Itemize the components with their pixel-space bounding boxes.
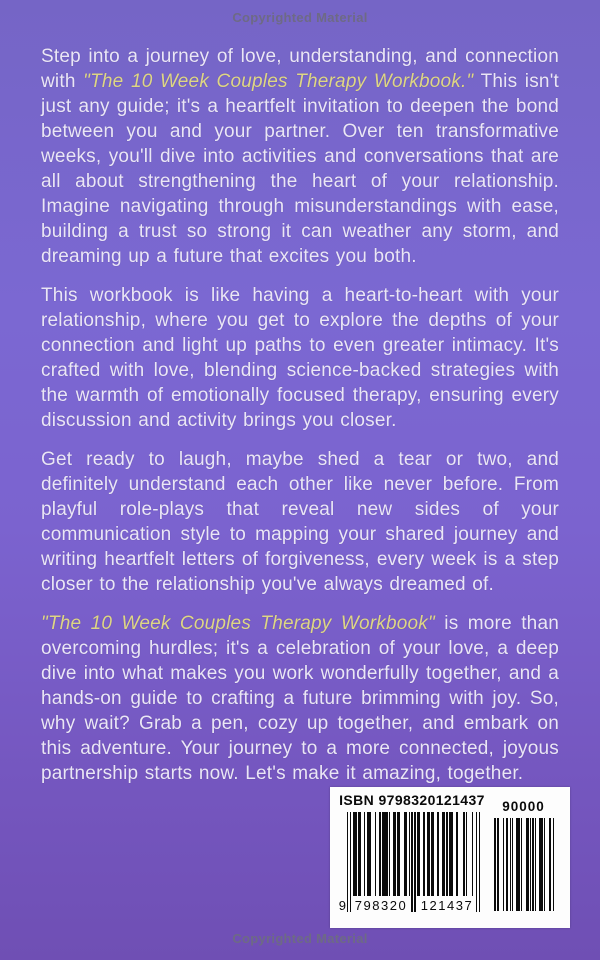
barcode-bar [527,818,528,911]
copyright-watermark-top: Copyrighted Material [232,10,368,25]
barcode-bar [355,812,356,896]
paragraph-text: Step into a journey of love, understanding, and connection with [41,46,559,92]
barcode-bar [463,812,464,896]
barcode-digit-group: 9 [338,898,346,913]
barcode-bar [521,818,522,911]
barcode-bar [406,812,407,896]
ean13-barcode [347,812,480,912]
barcode-bar [438,812,439,896]
barcode-bar [389,812,390,896]
barcode-bar [498,818,499,911]
barcode-bar [456,812,457,896]
book-title-text: "The 10 Week Couples Therapy Workbook" [41,613,435,634]
barcode-bar [360,812,361,896]
barcode-bar [375,812,376,896]
barcode-bar [369,812,370,896]
barcode-bar [409,812,410,896]
barcode-bar [432,812,433,896]
barcode-bar [428,812,429,896]
barcode-bar [350,812,351,912]
paragraph-text: Get ready to laugh, maybe shed a tear or two, and definitely understand each other like never before. From playful role-plays that reveal new sides of your communication style to mapping your shared journey and writing heartfelt letters of forgiveness, every week is a step closer to the relationship you've always dreamed of. [41,449,559,595]
isbn-barcode-panel [330,787,570,928]
barcode-bar [476,812,477,912]
barcode-bar [395,812,396,896]
barcode-bar [444,812,445,896]
barcode-bar [466,812,467,896]
barcode-digit-group: 121437 [420,898,474,913]
barcode-bar [446,812,447,896]
barcode-bar [424,812,425,896]
barcode-bar [553,818,554,911]
barcode-bar [414,812,415,912]
barcode-bar [532,818,533,911]
barcode-bar [364,812,365,896]
description-paragraph [41,283,559,433]
barcode-digit-group: 798320 [354,898,408,913]
barcode-bar [386,812,387,896]
paragraph-text: is more than overcoming hurdles; it's a celebration of your love, a deep dive into what makes you work wonderfully together, and a hands-on guide to crafting a future brimming with joy. So, why wait? Grab a pen, cozy up together, and embark on this adventure. Your journey to a more connected, joyous partnership starts now. Let's make it amazing, together. [41,613,559,784]
paragraph-text: This workbook is like having a heart-to-heart with your relationship, where you get to explore the depths of your connection and light up paths to even greater intimacy. It's crafted with love, blending science-backed strategies with the warmth of emotionally focused therapy, ensuring every discussion and activity brings you closer. [41,285,559,431]
barcode-bar [544,818,545,911]
barcode-bar [494,818,495,911]
description-paragraph [41,611,559,786]
paragraph-text: This isn't just any guide; it's a heartfelt invitation to deepen the bond between you and your partner. Over ten transformative weeks, you'll dive into activities and conversations that are all about strengthening the heart of your relationship. Imagine navigating through misunderstandings with ease, building a trust so strong it can weather any storm, and dreaming up a future that excites you both. [41,71,559,267]
barcode-bar [507,818,508,911]
barcode-bar [479,812,480,912]
book-title-text: "The 10 Week Couples Therapy Workbook." [83,71,474,92]
barcode-bar [379,812,380,896]
barcode-bar [399,812,400,896]
description-paragraph [41,44,559,269]
price-code-label: 90000 [502,799,545,814]
ean5-supplement-barcode [493,818,554,911]
barcode-bar [541,818,542,911]
barcode-bar [347,812,348,912]
barcode-bar [535,818,536,911]
copyright-watermark-bottom: Copyrighted Material [232,931,368,946]
description-paragraph [41,447,559,597]
barcode-bar [550,818,551,911]
barcode-bar [411,812,412,912]
barcode-bar [472,812,473,896]
barcode-bar [512,818,513,911]
barcode-bar [418,812,419,896]
isbn-number-label: ISBN 9798320121437 [339,792,485,808]
barcode-bar [510,818,511,911]
barcode-bar [452,812,453,896]
back-cover-description [41,44,559,800]
barcode-bar [518,818,519,911]
barcode-bar [503,818,504,911]
barcode-bar [530,818,531,911]
